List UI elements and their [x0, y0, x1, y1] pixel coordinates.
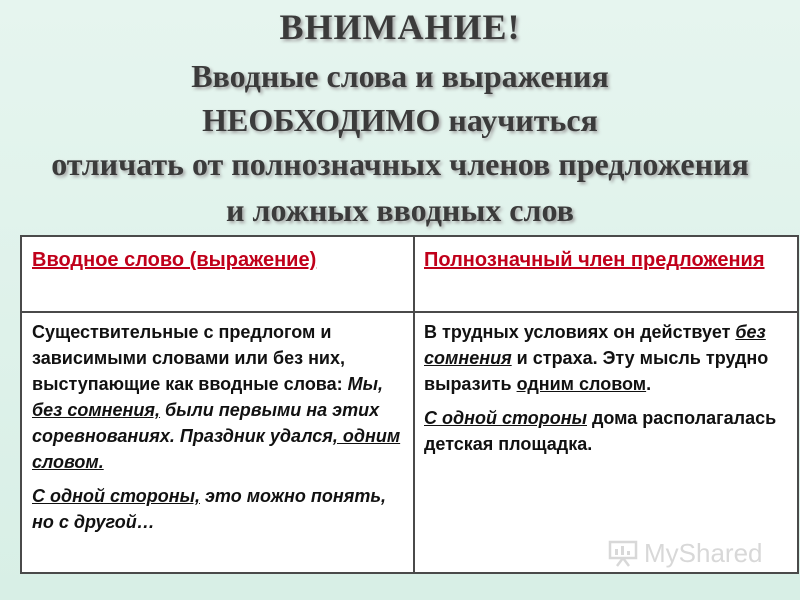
text-segment: .	[646, 374, 652, 394]
example-underlined: без сомнения	[424, 322, 766, 368]
title-line-5: и ложных вводных слов	[226, 192, 574, 228]
example-underlined: , одним словом.	[32, 426, 401, 472]
title-line-4: отличать от полнозначных членов предложения	[51, 146, 749, 182]
cell-full-member-examples	[424, 319, 784, 457]
cell-introductory-examples	[32, 319, 407, 535]
example-text: Мы,	[347, 374, 384, 394]
paragraph-2	[424, 405, 784, 457]
example-underlined: одним словом	[516, 374, 647, 394]
example-underlined: без сомнения,	[32, 400, 161, 420]
text-segment: В трудных условиях он действует	[424, 322, 736, 342]
presentation-board-icon	[608, 539, 638, 567]
title-attention: ВНИМАНИЕ!	[279, 7, 521, 47]
watermark-logo	[608, 538, 763, 568]
title-line-2: Вводные слова и выражения	[191, 58, 609, 94]
paragraph-2	[32, 483, 407, 535]
table-header-divider	[22, 311, 797, 313]
text-segment: дома располагалась детская площадка.	[424, 408, 777, 454]
text-segment: Существительные с предлогом и зависимыми словами или без них, выступающие как вводные слова:	[32, 322, 348, 394]
watermark-text: MyShared	[644, 537, 763, 568]
example-underlined: С одной стороны,	[32, 486, 200, 506]
example-underlined: С одной стороны	[424, 408, 587, 428]
example-text: были первыми на этих соревнованиях. Праздник удался	[32, 400, 380, 446]
comparison-table	[20, 235, 799, 574]
header-introductory-word: Вводное слово (выражение)	[32, 249, 317, 271]
table-column-divider	[413, 237, 415, 572]
paragraph-1	[424, 319, 784, 397]
header-full-member: Полнозначный член предложения	[424, 249, 765, 271]
paragraph-1	[32, 319, 407, 475]
example-text: это можно понять, но с другой…	[32, 486, 387, 532]
title-line-3: НЕОБХОДИМО научиться	[202, 102, 598, 138]
text-segment: и страха. Эту мысль трудно выразить	[424, 348, 769, 394]
